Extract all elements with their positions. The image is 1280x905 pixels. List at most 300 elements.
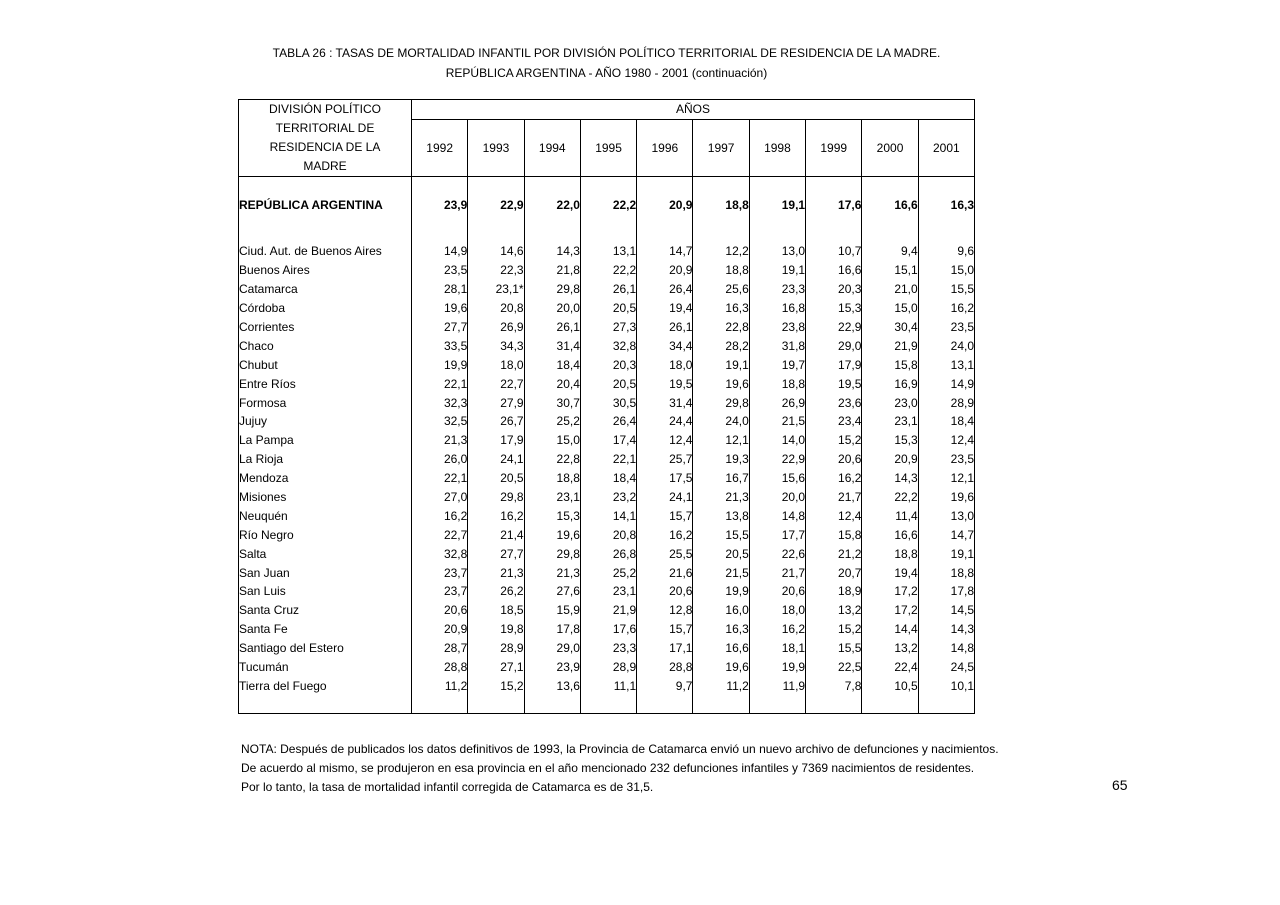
rate-cell: 23,1 xyxy=(862,412,918,431)
rate-cell: 10,5 xyxy=(862,676,918,695)
rate-cell: 20,3 xyxy=(806,280,862,299)
rate-cell: 15,9 xyxy=(524,601,580,620)
rate-cell: 10,1 xyxy=(918,676,974,695)
rate-cell: 15,2 xyxy=(806,620,862,639)
rate-cell: 16,2 xyxy=(918,299,974,318)
rate-cell: 21,3 xyxy=(524,563,580,582)
rate-cell: 16,3 xyxy=(693,299,749,318)
rate-cell: 24,1 xyxy=(637,488,693,507)
page-number: 65 xyxy=(1112,777,1128,793)
rate-cell: 13,1 xyxy=(918,355,974,374)
table-title-line-2: REPÚBLICA ARGENTINA - AÑO 1980 - 2001 (continuación) xyxy=(445,66,768,80)
row-label: REPÚBLICA ARGENTINA xyxy=(239,177,412,233)
rate-cell: 28,9 xyxy=(580,658,636,677)
rate-cell: 19,9 xyxy=(412,355,468,374)
rate-cell: 14,6 xyxy=(468,242,524,261)
rate-cell: 12,4 xyxy=(918,431,974,450)
row-label: La Pampa xyxy=(239,431,412,450)
rate-cell: 19,9 xyxy=(749,658,805,677)
rate-cell: 12,8 xyxy=(637,601,693,620)
rate-cell: 11,4 xyxy=(862,506,918,525)
rate-cell: 25,2 xyxy=(580,563,636,582)
rate-cell: 9,7 xyxy=(637,676,693,695)
rate-cell: 18,8 xyxy=(524,469,580,488)
rate-cell: 34,4 xyxy=(637,336,693,355)
rate-cell: 18,0 xyxy=(468,355,524,374)
province-row xyxy=(239,563,975,582)
rate-cell: 19,6 xyxy=(693,658,749,677)
division-header xyxy=(239,100,412,177)
rate-cell: 18,0 xyxy=(749,601,805,620)
rate-cell: 17,8 xyxy=(524,620,580,639)
province-row xyxy=(239,318,975,337)
table-body xyxy=(239,177,975,714)
rate-cell: 29,8 xyxy=(693,393,749,412)
rate-cell: 12,1 xyxy=(918,469,974,488)
rate-cell: 19,1 xyxy=(749,261,805,280)
rate-cell: 24,0 xyxy=(918,336,974,355)
rate-cell: 16,3 xyxy=(693,620,749,639)
rate-cell: 23,1 xyxy=(580,582,636,601)
rate-cell: 14,9 xyxy=(918,374,974,393)
rate-cell: 17,6 xyxy=(580,620,636,639)
year-header-1995: 1995 xyxy=(580,119,636,177)
rate-cell: 14,7 xyxy=(637,242,693,261)
rate-cell: 19,3 xyxy=(693,450,749,469)
rate-cell: 17,9 xyxy=(468,431,524,450)
rate-cell: 24,1 xyxy=(468,450,524,469)
rate-cell: 19,7 xyxy=(749,355,805,374)
rate-cell: 26,4 xyxy=(637,280,693,299)
rate-cell: 25,2 xyxy=(524,412,580,431)
rate-cell: 14,3 xyxy=(524,242,580,261)
row-label: Mendoza xyxy=(239,469,412,488)
rate-cell: 22,2 xyxy=(862,488,918,507)
rate-cell: 23,8 xyxy=(749,318,805,337)
rate-cell: 11,2 xyxy=(693,676,749,695)
rate-cell: 17,9 xyxy=(806,355,862,374)
rate-cell: 22,7 xyxy=(412,525,468,544)
rate-cell: 23,4 xyxy=(806,412,862,431)
rate-cell: 14,9 xyxy=(412,242,468,261)
rate-cell: 15,5 xyxy=(693,525,749,544)
rate-cell: 16,0 xyxy=(693,601,749,620)
rate-cell: 16,9 xyxy=(862,374,918,393)
spacer-row xyxy=(239,233,975,242)
rate-cell: 7,8 xyxy=(806,676,862,695)
rate-cell: 12,2 xyxy=(693,242,749,261)
rate-cell: 11,2 xyxy=(412,676,468,695)
rate-cell: 28,7 xyxy=(412,639,468,658)
rate-cell: 19,6 xyxy=(412,299,468,318)
rate-cell: 17,4 xyxy=(580,431,636,450)
province-row xyxy=(239,355,975,374)
row-label: Ciud. Aut. de Buenos Aires xyxy=(239,242,412,261)
national-row xyxy=(239,177,975,233)
rate-cell: 14,5 xyxy=(918,601,974,620)
year-header-1993: 1993 xyxy=(468,119,524,177)
division-header-line: RESIDENCIA DE LA xyxy=(269,140,381,154)
province-row xyxy=(239,393,975,412)
row-label: Santa Fe xyxy=(239,620,412,639)
rate-cell: 19,1 xyxy=(918,544,974,563)
province-row xyxy=(239,488,975,507)
rate-cell: 21,5 xyxy=(749,412,805,431)
province-row xyxy=(239,676,975,695)
rate-cell: 23,5 xyxy=(918,450,974,469)
province-row xyxy=(239,261,975,280)
rate-cell: 31,4 xyxy=(637,393,693,412)
rate-cell: 26,1 xyxy=(580,280,636,299)
rate-cell: 15,3 xyxy=(862,431,918,450)
rate-cell: 27,0 xyxy=(412,488,468,507)
province-row xyxy=(239,242,975,261)
rate-cell: 22,6 xyxy=(749,544,805,563)
rate-cell: 20,3 xyxy=(580,355,636,374)
rate-cell: 11,9 xyxy=(749,676,805,695)
rate-cell: 23,5 xyxy=(918,318,974,337)
rate-cell: 15,8 xyxy=(806,525,862,544)
rate-cell: 18,4 xyxy=(918,412,974,431)
rate-cell: 21,3 xyxy=(468,563,524,582)
rate-cell: 22,2 xyxy=(580,177,636,233)
row-label: Entre Ríos xyxy=(239,374,412,393)
row-label: Buenos Aires xyxy=(239,261,412,280)
rate-cell: 25,6 xyxy=(693,280,749,299)
rate-cell: 20,8 xyxy=(580,525,636,544)
rate-cell: 22,1 xyxy=(412,469,468,488)
rate-cell: 18,8 xyxy=(693,177,749,233)
rate-cell: 13,2 xyxy=(862,639,918,658)
province-row xyxy=(239,525,975,544)
rate-cell: 20,0 xyxy=(749,488,805,507)
rate-cell: 20,5 xyxy=(468,469,524,488)
rate-cell: 20,9 xyxy=(637,177,693,233)
province-row xyxy=(239,336,975,355)
rate-cell: 12,4 xyxy=(806,506,862,525)
rate-cell: 29,8 xyxy=(524,280,580,299)
rate-cell: 20,6 xyxy=(412,601,468,620)
rate-cell: 16,6 xyxy=(862,177,918,233)
rate-cell: 26,9 xyxy=(468,318,524,337)
division-header-line: TERRITORIAL DE xyxy=(275,121,375,135)
rate-cell: 16,3 xyxy=(918,177,974,233)
rate-cell: 15,1 xyxy=(862,261,918,280)
rate-cell: 16,6 xyxy=(693,639,749,658)
rate-cell: 14,3 xyxy=(918,620,974,639)
rate-cell: 13,8 xyxy=(693,506,749,525)
rate-cell: 19,6 xyxy=(524,525,580,544)
rate-cell: 23,1* xyxy=(468,280,524,299)
rate-cell: 21,0 xyxy=(862,280,918,299)
row-label: San Juan xyxy=(239,563,412,582)
rate-cell: 21,3 xyxy=(412,431,468,450)
rate-cell: 24,5 xyxy=(918,658,974,677)
rate-cell: 15,7 xyxy=(637,506,693,525)
rate-cell: 32,8 xyxy=(412,544,468,563)
rate-cell: 28,2 xyxy=(693,336,749,355)
row-label: Jujuy xyxy=(239,412,412,431)
year-header-1997: 1997 xyxy=(693,119,749,177)
rate-cell: 12,4 xyxy=(637,431,693,450)
year-header-1992: 1992 xyxy=(412,119,468,177)
rate-cell: 22,8 xyxy=(693,318,749,337)
province-row xyxy=(239,450,975,469)
rate-cell: 20,4 xyxy=(524,374,580,393)
rate-cell: 22,1 xyxy=(580,450,636,469)
rate-cell: 21,6 xyxy=(637,563,693,582)
province-row xyxy=(239,658,975,677)
rate-cell: 26,1 xyxy=(637,318,693,337)
row-label: San Luis xyxy=(239,582,412,601)
rate-cell: 15,0 xyxy=(524,431,580,450)
rate-cell: 32,3 xyxy=(412,393,468,412)
rate-cell: 20,7 xyxy=(806,563,862,582)
rate-cell: 34,3 xyxy=(468,336,524,355)
rate-cell: 20,6 xyxy=(637,582,693,601)
rate-cell: 15,2 xyxy=(806,431,862,450)
row-label: Río Negro xyxy=(239,525,412,544)
rate-cell: 17,2 xyxy=(862,601,918,620)
rate-cell: 18,8 xyxy=(749,374,805,393)
rate-cell: 26,8 xyxy=(580,544,636,563)
rate-cell: 16,2 xyxy=(749,620,805,639)
row-label: Catamarca xyxy=(239,280,412,299)
rate-cell: 17,1 xyxy=(637,639,693,658)
rate-cell: 16,2 xyxy=(806,469,862,488)
rate-cell: 14,3 xyxy=(862,469,918,488)
year-header-1996: 1996 xyxy=(637,119,693,177)
province-row xyxy=(239,582,975,601)
rate-cell: 15,5 xyxy=(918,280,974,299)
rate-cell: 17,6 xyxy=(806,177,862,233)
row-label: Chubut xyxy=(239,355,412,374)
rate-cell: 14,8 xyxy=(918,639,974,658)
rate-cell: 18,1 xyxy=(749,639,805,658)
rate-cell: 26,1 xyxy=(524,318,580,337)
rate-cell: 30,5 xyxy=(580,393,636,412)
rate-cell: 24,4 xyxy=(637,412,693,431)
rate-cell: 13,2 xyxy=(806,601,862,620)
rate-cell: 28,1 xyxy=(412,280,468,299)
rate-cell: 11,1 xyxy=(580,676,636,695)
rate-cell: 19,1 xyxy=(693,355,749,374)
rate-cell: 21,2 xyxy=(806,544,862,563)
year-header-1999: 1999 xyxy=(806,119,862,177)
rate-cell: 21,9 xyxy=(580,601,636,620)
rate-cell: 19,8 xyxy=(468,620,524,639)
footnote-line-1: NOTA: Después de publicados los datos definitivos de 1993, la Provincia de Catamarca envió un nuevo archivo de defunciones y nacimientos. xyxy=(241,742,999,756)
row-label: Santiago del Estero xyxy=(239,639,412,658)
rate-cell: 19,5 xyxy=(637,374,693,393)
province-row xyxy=(239,431,975,450)
rate-cell: 19,4 xyxy=(637,299,693,318)
rate-cell: 9,4 xyxy=(862,242,918,261)
rate-cell: 9,6 xyxy=(918,242,974,261)
rate-cell: 19,9 xyxy=(693,582,749,601)
rate-cell: 19,4 xyxy=(862,563,918,582)
rate-cell: 16,8 xyxy=(749,299,805,318)
rate-cell: 29,8 xyxy=(468,488,524,507)
province-row xyxy=(239,506,975,525)
rate-cell: 21,8 xyxy=(524,261,580,280)
rate-cell: 20,9 xyxy=(862,450,918,469)
rate-cell: 18,8 xyxy=(693,261,749,280)
rate-cell: 27,7 xyxy=(468,544,524,563)
rate-cell: 22,9 xyxy=(468,177,524,233)
rate-cell: 15,8 xyxy=(862,355,918,374)
rate-cell: 14,7 xyxy=(918,525,974,544)
division-header-line: DIVISIÓN POLÍTICO xyxy=(268,102,382,116)
rate-cell: 16,2 xyxy=(412,506,468,525)
province-row xyxy=(239,469,975,488)
rate-cell: 14,4 xyxy=(862,620,918,639)
rate-cell: 21,4 xyxy=(468,525,524,544)
rate-cell: 28,9 xyxy=(918,393,974,412)
rate-cell: 17,5 xyxy=(637,469,693,488)
rate-cell: 20,6 xyxy=(749,582,805,601)
rate-cell: 16,7 xyxy=(693,469,749,488)
rate-cell: 15,3 xyxy=(524,506,580,525)
rate-cell: 18,8 xyxy=(862,544,918,563)
row-label: La Rioja xyxy=(239,450,412,469)
rate-cell: 13,1 xyxy=(580,242,636,261)
rate-cell: 18,0 xyxy=(637,355,693,374)
rate-cell: 25,7 xyxy=(637,450,693,469)
row-label: Formosa xyxy=(239,393,412,412)
rate-cell: 23,9 xyxy=(524,658,580,677)
rate-cell: 21,5 xyxy=(693,563,749,582)
province-row xyxy=(239,280,975,299)
year-header-1998: 1998 xyxy=(749,119,805,177)
rate-cell: 20,8 xyxy=(468,299,524,318)
rate-cell: 16,2 xyxy=(637,525,693,544)
footnote-line-3: Por lo tanto, la tasa de mortalidad infantil corregida de Catamarca es de 31,5. xyxy=(241,780,654,794)
rate-cell: 19,6 xyxy=(693,374,749,393)
row-label: Corrientes xyxy=(239,318,412,337)
rate-cell: 26,2 xyxy=(468,582,524,601)
rate-cell: 16,6 xyxy=(806,261,862,280)
rate-cell: 13,6 xyxy=(524,676,580,695)
row-label: Santa Cruz xyxy=(239,601,412,620)
rate-cell: 20,6 xyxy=(806,450,862,469)
rate-cell: 29,0 xyxy=(524,639,580,658)
rate-cell: 21,9 xyxy=(862,336,918,355)
row-label: Córdoba xyxy=(239,299,412,318)
rate-cell: 16,6 xyxy=(862,525,918,544)
rate-cell: 21,7 xyxy=(749,563,805,582)
rate-cell: 19,1 xyxy=(749,177,805,233)
rate-cell: 20,5 xyxy=(580,299,636,318)
spacer-row xyxy=(239,695,975,714)
rate-cell: 17,8 xyxy=(918,582,974,601)
province-row xyxy=(239,601,975,620)
year-header-2000: 2000 xyxy=(862,119,918,177)
rate-cell: 15,6 xyxy=(749,469,805,488)
rate-cell: 19,5 xyxy=(806,374,862,393)
rate-cell: 26,4 xyxy=(580,412,636,431)
rate-cell: 32,8 xyxy=(580,336,636,355)
rate-cell: 22,7 xyxy=(468,374,524,393)
rate-cell: 22,5 xyxy=(806,658,862,677)
mortality-table xyxy=(238,99,975,714)
rate-cell: 33,5 xyxy=(412,336,468,355)
rate-cell: 23,1 xyxy=(524,488,580,507)
rate-cell: 31,8 xyxy=(749,336,805,355)
rate-cell: 14,0 xyxy=(749,431,805,450)
rate-cell: 29,8 xyxy=(524,544,580,563)
rate-cell: 26,9 xyxy=(749,393,805,412)
rate-cell: 28,8 xyxy=(412,658,468,677)
rate-cell: 15,5 xyxy=(806,639,862,658)
division-header-line: MADRE xyxy=(303,159,347,173)
rate-cell: 25,5 xyxy=(637,544,693,563)
row-label: Salta xyxy=(239,544,412,563)
rate-cell: 14,8 xyxy=(749,506,805,525)
rate-cell: 23,7 xyxy=(412,582,468,601)
rate-cell: 28,8 xyxy=(637,658,693,677)
footnote-line-2: De acuerdo al mismo, se produjeron en esa provincia en el año mencionado 232 defunciones infantiles y 7369 nacimientos de residentes. xyxy=(241,761,975,775)
rate-cell: 18,8 xyxy=(918,563,974,582)
row-label: Chaco xyxy=(239,336,412,355)
rate-cell: 29,0 xyxy=(806,336,862,355)
rate-cell: 20,5 xyxy=(580,374,636,393)
rate-cell: 14,1 xyxy=(580,506,636,525)
rate-cell: 32,5 xyxy=(412,412,468,431)
rate-cell: 20,9 xyxy=(412,620,468,639)
province-row xyxy=(239,299,975,318)
province-row xyxy=(239,639,975,658)
rate-cell: 19,6 xyxy=(918,488,974,507)
year-header-2001: 2001 xyxy=(918,119,974,177)
province-row xyxy=(239,374,975,393)
province-row xyxy=(239,544,975,563)
rate-cell: 18,4 xyxy=(580,469,636,488)
rate-cell: 22,2 xyxy=(580,261,636,280)
rate-cell: 18,5 xyxy=(468,601,524,620)
rate-cell: 30,4 xyxy=(862,318,918,337)
year-header-1994: 1994 xyxy=(524,119,580,177)
rate-cell: 22,4 xyxy=(862,658,918,677)
rate-cell: 23,3 xyxy=(749,280,805,299)
rate-cell: 17,2 xyxy=(862,582,918,601)
rate-cell: 12,1 xyxy=(693,431,749,450)
rate-cell: 20,9 xyxy=(637,261,693,280)
rate-cell: 23,5 xyxy=(412,261,468,280)
rate-cell: 24,0 xyxy=(693,412,749,431)
rate-cell: 28,9 xyxy=(468,639,524,658)
rate-cell: 30,7 xyxy=(524,393,580,412)
rate-cell: 22,1 xyxy=(412,374,468,393)
rate-cell: 20,0 xyxy=(524,299,580,318)
rate-cell: 15,0 xyxy=(918,261,974,280)
years-header: AÑOS xyxy=(412,100,975,120)
rate-cell: 15,7 xyxy=(637,620,693,639)
rate-cell: 23,7 xyxy=(412,563,468,582)
rate-cell: 31,4 xyxy=(524,336,580,355)
province-row xyxy=(239,620,975,639)
table-title-line-1: TABLA 26 : TASAS DE MORTALIDAD INFANTIL POR DIVISIÓN POLÍTICO TERRITORIAL DE RESIDENCIA DE LA MADRE. xyxy=(272,46,941,60)
rate-cell: 15,0 xyxy=(862,299,918,318)
row-label: Tierra del Fuego xyxy=(239,676,412,695)
row-label: Neuquén xyxy=(239,506,412,525)
row-label: Tucumán xyxy=(239,658,412,677)
rate-cell: 10,7 xyxy=(806,242,862,261)
rate-cell: 27,9 xyxy=(468,393,524,412)
rate-cell: 27,3 xyxy=(580,318,636,337)
rate-cell: 18,9 xyxy=(806,582,862,601)
row-label: Misiones xyxy=(239,488,412,507)
